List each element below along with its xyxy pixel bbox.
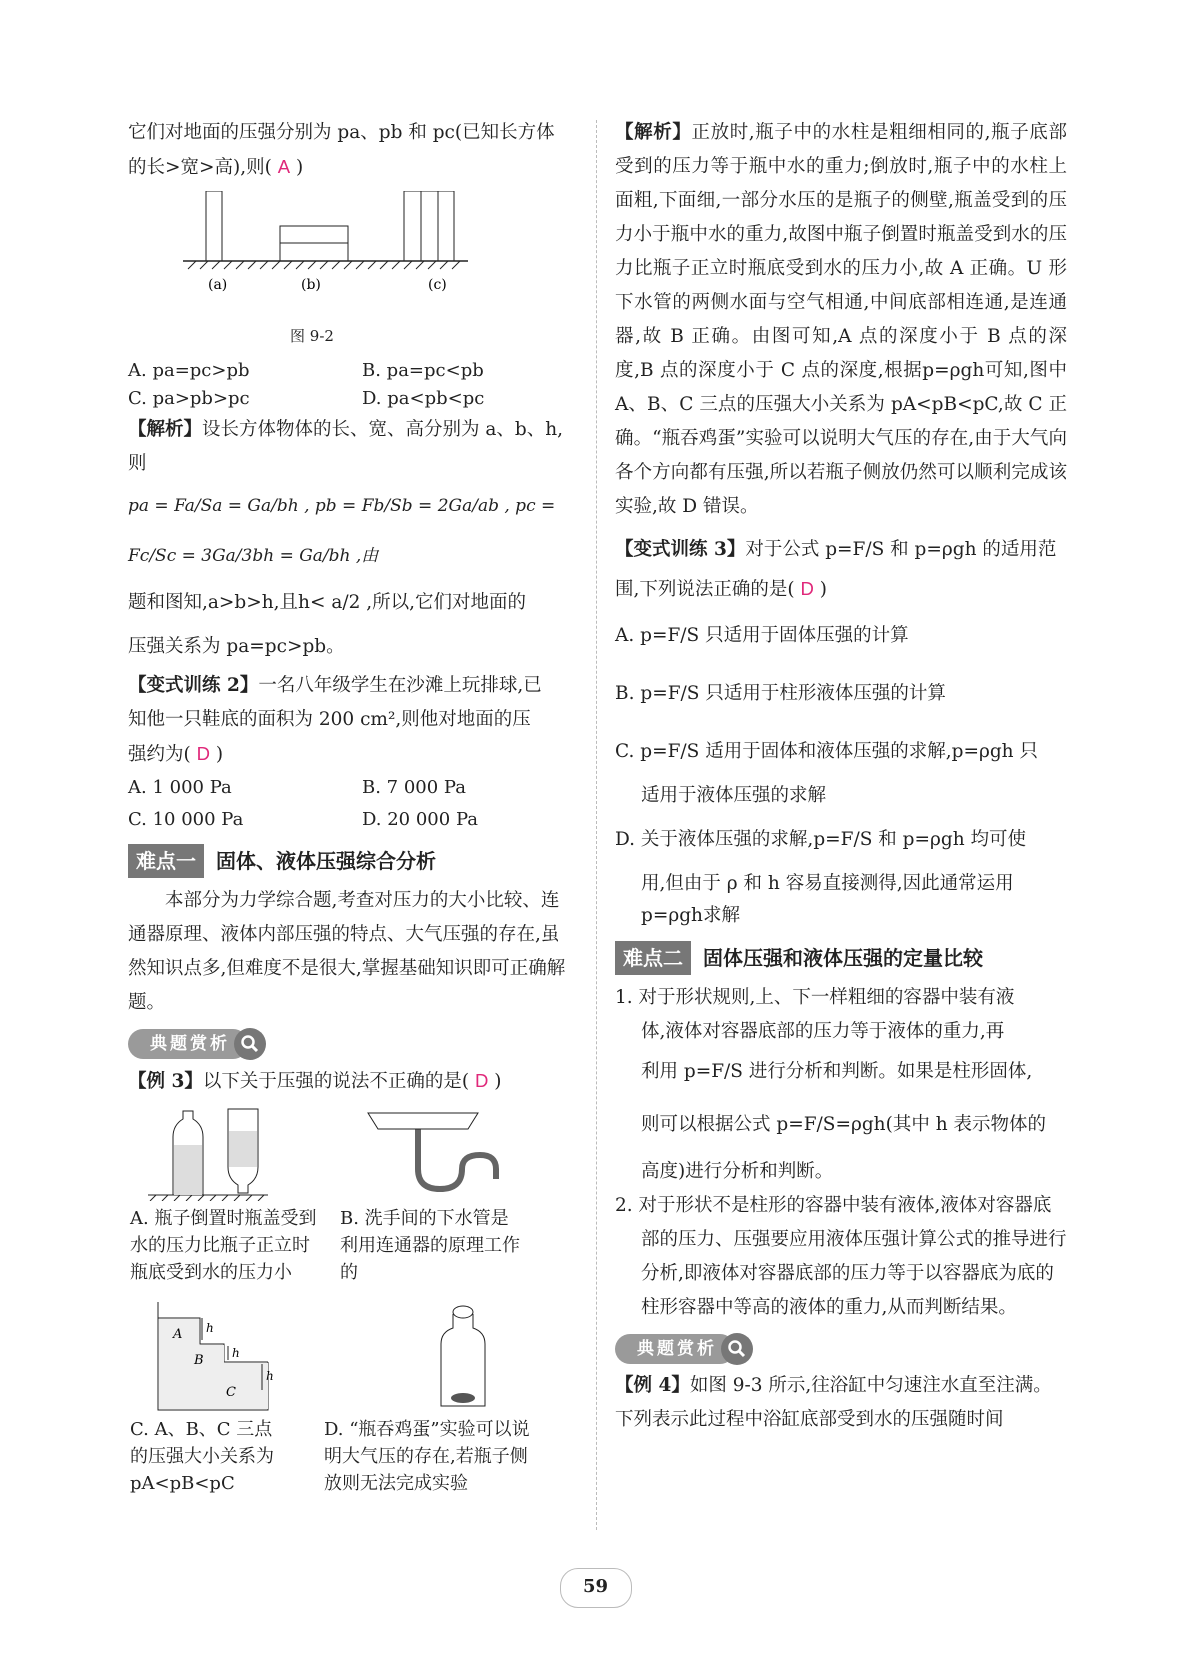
pill-label-2: 典题赏析 (615, 1334, 735, 1364)
typical-example-pill-2 (615, 1333, 753, 1365)
ex4-question: 【例 4】如图 9-3 所示,往浴缸中匀速注水直至注满。下列表示此过程中浴缸底部受到水的压强随时间 (615, 1375, 1052, 1430)
jiexi-line-4: 压强关系为 pa=pc>pb。 (128, 636, 345, 657)
left-column (128, 116, 576, 1497)
blocks-diagram (128, 191, 576, 319)
q1-options (128, 357, 576, 413)
bs3-line-1: 【变式训练 3】对于公式 p=F/S 和 p=ρgh 的适用范 (615, 539, 1057, 560)
item-1-line-2: 体,液体对容器底部的压力等于液体的重力,再 (641, 1021, 1005, 1042)
q1-option-d: D. pa<pb<pc (362, 388, 485, 409)
page-number: 59 (560, 1568, 632, 1608)
ex3-option-d: D. “瓶吞鸡蛋”实验可以说明大气压的存在,若瓶子侧放则无法完成实验 (324, 1419, 530, 1494)
section-1-tag: 难点一 (128, 844, 204, 878)
bs2-option-d: D. 20 000 Pa (362, 809, 478, 830)
h-label-2: h (232, 1346, 240, 1360)
item-1-line-3: 利用 p=F/S 进行分析和判断。如果是柱形固体, (641, 1061, 1033, 1082)
bs2-option-b: B. 7 000 Pa (362, 777, 466, 798)
section-2-tag: 难点二 (615, 941, 691, 975)
bottles-illustration (128, 1103, 348, 1201)
bs3-option-d1: D. 关于液体压强的求解,p=F/S 和 p=ρgh 均可使 (615, 829, 1027, 850)
q1-option-a: A. pa=pc>pb (128, 360, 250, 381)
bs3-option-c2: 适用于液体压强的求解 (641, 785, 827, 806)
item-1-line-1: 1. 对于形状规则,上、下一样粗细的容器中装有液 (615, 987, 1015, 1008)
section-1-body: 本部分为力学综合题,考查对压力的大小比较、连通器原理、液体内部压强的特点、大气压强的存在,虽然知识点多,但难度不是很大,掌握基础知识即可正确解题。 (128, 890, 566, 1013)
ex3-options-ab (128, 1205, 576, 1286)
page-footer (0, 1568, 1191, 1608)
bs2-answer: D (196, 743, 210, 764)
magnifier-icon (234, 1028, 266, 1060)
h-label-3: h (266, 1369, 274, 1383)
magnifier-icon (721, 1333, 753, 1365)
item-1-line-5: 高度)进行分析和判断。 (641, 1161, 834, 1182)
q1-answer: A (277, 156, 291, 177)
item-2: 2. 对于形状不是柱形的容器中装有液体,液体对容器底部的压力、压强要应用液体压强计算公式的推导进行分析,即液体对容器底部的压力等于以容器底为底的柱形容器中等高的液体的重力,从而判断结果。 (615, 1195, 1067, 1318)
bs3-line-2: 围,下列说法正确的是( D ) (615, 578, 827, 600)
q1-option-b: B. pa=pc<pb (362, 360, 484, 381)
jiexi-line-1: 【解析】设长方体物体的长、宽、高分别为 a、b、h,则 (128, 419, 564, 474)
column-divider (596, 120, 597, 1530)
right-column (615, 116, 1067, 1437)
bs3-option-a: A. p=F/S 只适用于固体压强的计算 (615, 625, 909, 646)
ex3-option-c: C. A、B、C 三点的压强大小关系为 pA<pB<pC (130, 1419, 274, 1494)
sink-trap-illustration (348, 1103, 568, 1201)
ex3-figures-bottom (128, 1300, 576, 1412)
point-a: A (173, 1327, 183, 1342)
ex3-figures-top (128, 1103, 576, 1201)
section-1-header (128, 844, 576, 878)
bs2-options (128, 772, 576, 836)
bs2-line-2: 知他一只鞋底的面积为 200 cm²,则他对地面的压 (128, 709, 531, 730)
bs3-option-d2: 用,但由于 ρ 和 h 容易直接测得,因此通常运用 (641, 873, 1014, 894)
figure-caption: 图 9-2 (290, 327, 334, 345)
figure-9-2 (128, 191, 576, 319)
jiexi-line-3: 题和图知,a>b>h,且h< a/2 ,所以,它们对地面的 (128, 592, 527, 613)
bs2-line-1: 【变式训练 2】一名八年级学生在沙滩上玩排球,已 (128, 675, 542, 696)
point-b: B (194, 1353, 204, 1368)
q1-option-c: C. pa>pb>pc (128, 388, 250, 409)
ex3-option-b: B. 洗手间的下水管是利用连通器的原理工作的 (340, 1208, 520, 1283)
typical-example-pill (128, 1028, 266, 1060)
label-b: (b) (301, 277, 321, 293)
jiexi-line-2: pa = Fa/Sa = Ga/bh , pb = Fb/Sb = 2Ga/ab , pc = Fc/Sc = 3Ga/3bh = Ga/bh ,由 (128, 496, 556, 566)
egg-bottle-illustration (328, 1300, 528, 1412)
label-a: (a) (208, 277, 228, 293)
bs3-option-b: B. p=F/S 只适用于柱形液体压强的计算 (615, 683, 946, 704)
pill-label: 典题赏析 (128, 1029, 248, 1059)
intro-line-2: 的长>宽>高),则( A ) (128, 156, 304, 178)
bs2-option-c: C. 10 000 Pa (128, 809, 244, 830)
bs3-answer: D (800, 578, 814, 599)
bs2-line-3: 强约为( D ) (128, 743, 224, 765)
ex3-answer: D (474, 1070, 489, 1091)
section-2-header (615, 941, 1067, 975)
bs3-option-d3: p=ρgh求解 (641, 905, 740, 926)
point-c: C (226, 1385, 236, 1400)
section-2-title: 固体压强和液体压强的定量比较 (703, 946, 983, 970)
bs2-option-a: A. 1 000 Pa (128, 777, 232, 798)
bs3-option-c1: C. p=F/S 适用于固体和液体压强的求解,p=ρgh 只 (615, 741, 1038, 762)
ex3-options-cd (128, 1416, 576, 1497)
label-c: (c) (428, 277, 447, 293)
item-1-line-4: 则可以根据公式 p=F/S=ρgh(其中 h 表示物体的 (641, 1114, 1046, 1135)
ex3-option-a: A. 瓶子倒置时瓶盖受到水的压力比瓶子正立时瓶底受到水的压力小 (130, 1208, 317, 1283)
stepped-container-illustration (128, 1300, 328, 1412)
intro-line-1: 它们对地面的压强分别为 pa、pb 和 pc(已知长方体 (128, 122, 555, 143)
ex3-question: 【例 3】以下关于压强的说法不正确的是( D ) (128, 1070, 502, 1092)
h-label-1: h (206, 1321, 214, 1335)
right-jiexi: 【解析】正放时,瓶子中的水柱是粗细相同的,瓶子底部受到的压力等于瓶中水的重力;倒放时,瓶子中的水柱上面粗,下面细,一部分水压的是瓶子的侧壁,瓶盖受到的压力小于瓶中水的重力,故图中瓶子倒置时瓶盖受到水的压力比瓶子正立时瓶底受到水的压力小,故 A 正确。U 形下水管的两侧水面与空气相通,中间底部相连通,是连通器,故 B 正确。由图可知,A 点的深度小于 B 点的深度,B 点的深度小于 C 点的深度,根据p=ρgh可知,图中 A、B、C 三点的压强大小关系为 pA<pB<pC,故 C 正确。“瓶吞鸡蛋”实验可以说明大气压的存在,由于大气向各个方向都有压强,所以若瓶子侧放仍然可以顺利完成该实验,故 D 错误。 (615, 122, 1067, 517)
section-1-title: 固体、液体压强综合分析 (216, 849, 436, 873)
